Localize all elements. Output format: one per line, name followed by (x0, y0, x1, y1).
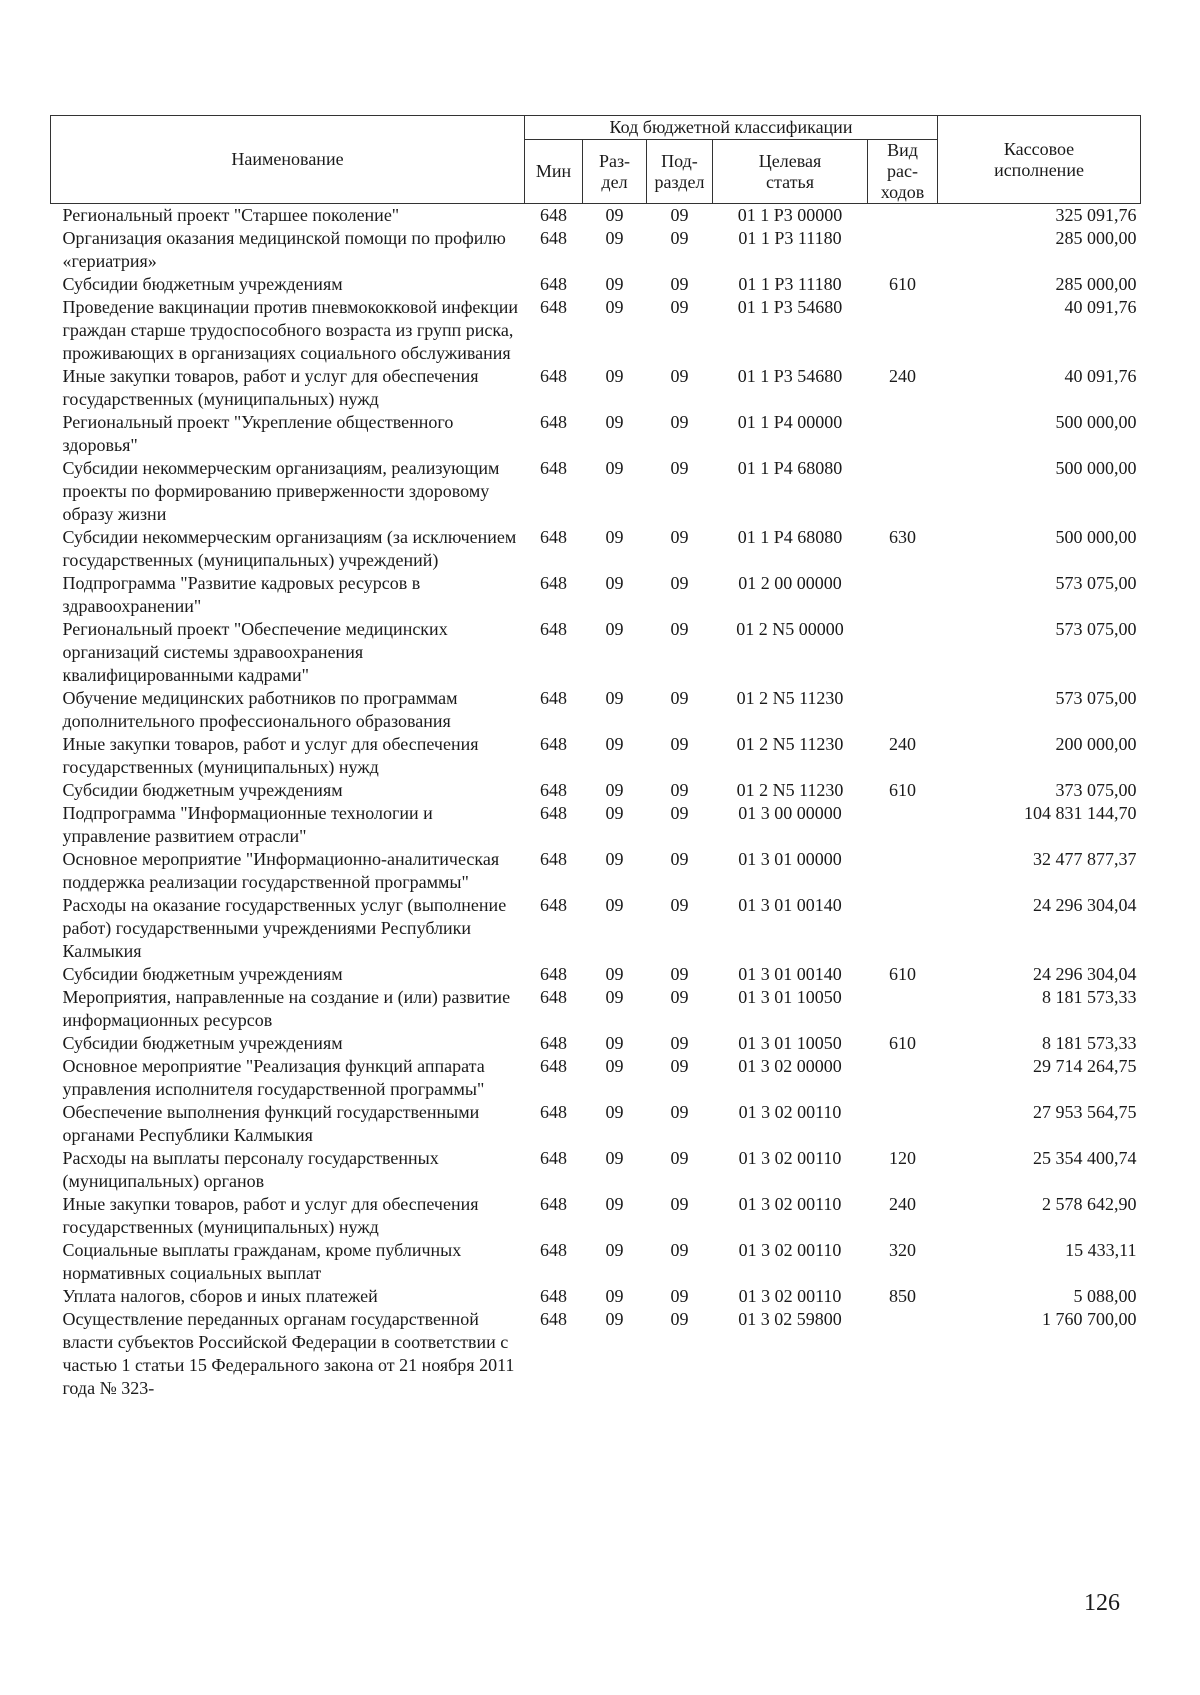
cell-name: Осуществление переданных органам государственной власти субъектов Российской Федерации в соответствии с частью 1 статьи 15 Федерального закона от 21 ноября 2011 года № 323- (62, 1309, 515, 1398)
cell-amount: 8 181 573,33 (1042, 1033, 1137, 1053)
cell-vid (868, 1055, 938, 1101)
cell-name: Региональный проект "Укрепление общественного здоровья" (62, 412, 454, 455)
table-row (51, 273, 1141, 296)
cell-name: Иные закупки товаров, работ и услуг для обеспечения государственных (муниципальных) нужд (62, 734, 479, 777)
cell-min: 648 (540, 205, 567, 225)
cell-amount: 373 075,00 (1055, 780, 1137, 800)
cell-min: 648 (540, 895, 567, 915)
cell-target: 01 3 02 00110 (738, 1286, 842, 1306)
table-row (51, 687, 1141, 733)
cell-amount: 40 091,76 (1064, 297, 1137, 317)
cell-target: 01 3 01 10050 (738, 987, 842, 1007)
cell-target: 01 3 02 59800 (738, 1309, 842, 1329)
cell-podrazdel: 09 (670, 803, 689, 823)
table-header (51, 116, 1141, 204)
cell-amount: 40 091,76 (1064, 366, 1137, 386)
cell-amount: 573 075,00 (1055, 688, 1137, 708)
cell-name: Уплата налогов, сборов и иных платежей (62, 1286, 378, 1306)
cell-name: Подпрограмма "Развитие кадровых ресурсов в здравоохранении" (62, 573, 421, 616)
cell-min: 648 (540, 1240, 567, 1260)
cell-vid (868, 457, 938, 526)
cell-vid: 320 (889, 1240, 916, 1260)
cell-target: 01 1 P3 54680 (737, 366, 843, 386)
cell-vid (868, 618, 938, 687)
table-row (51, 733, 1141, 779)
cell-min: 648 (540, 1309, 567, 1329)
cell-razdel: 09 (605, 619, 624, 639)
cell-podrazdel: 09 (670, 527, 689, 547)
cell-vid: 240 (889, 734, 916, 754)
cell-name: Субсидии некоммерческим организациям, реализующим проекты по формированию приверженности здоровому образу жизни (62, 458, 500, 524)
cell-razdel: 09 (605, 895, 624, 915)
cell-name: Основное мероприятие "Реализация функций аппарата управления исполнителя государственной программы" (62, 1056, 485, 1099)
cell-razdel: 09 (605, 274, 624, 294)
header-amount: Кассовое исполнение (938, 116, 1141, 204)
table-row (51, 411, 1141, 457)
table-row (51, 1101, 1141, 1147)
cell-name: Обучение медицинских работников по программам дополнительного профессионального образования (62, 688, 458, 731)
table-row (51, 365, 1141, 411)
cell-razdel: 09 (605, 688, 624, 708)
cell-vid (868, 296, 938, 365)
cell-amount: 32 477 877,37 (1033, 849, 1137, 869)
cell-target: 01 2 N5 11230 (736, 734, 844, 754)
cell-min: 648 (540, 366, 567, 386)
cell-podrazdel: 09 (670, 573, 689, 593)
cell-min: 648 (540, 619, 567, 639)
header-name: Наименование (51, 116, 525, 204)
cell-min: 648 (540, 1286, 567, 1306)
cell-amount: 24 296 304,04 (1033, 964, 1137, 984)
table-row (51, 1239, 1141, 1285)
cell-target: 01 2 00 00000 (738, 573, 842, 593)
cell-min: 648 (540, 964, 567, 984)
table-row (51, 779, 1141, 802)
header-vid: Вид рас- ходов (868, 140, 938, 204)
cell-vid: 120 (889, 1148, 916, 1168)
cell-podrazdel: 09 (670, 1309, 689, 1329)
cell-min: 648 (540, 297, 567, 317)
cell-razdel: 09 (605, 803, 624, 823)
page-number: 126 (1084, 1590, 1120, 1616)
table-row (51, 618, 1141, 687)
cell-vid (868, 227, 938, 273)
cell-name: Социальные выплаты гражданам, кроме публичных нормативных социальных выплат (62, 1240, 462, 1283)
cell-min: 648 (540, 1056, 567, 1076)
cell-amount: 104 831 144,70 (1024, 803, 1137, 823)
cell-amount: 15 433,11 (1065, 1240, 1137, 1260)
table-row (51, 1147, 1141, 1193)
cell-amount: 1 760 700,00 (1042, 1309, 1137, 1329)
header-classification-group: Код бюджетной классификации (525, 116, 938, 140)
cell-razdel: 09 (605, 849, 624, 869)
cell-vid (868, 572, 938, 618)
cell-razdel: 09 (605, 366, 624, 386)
cell-podrazdel: 09 (670, 964, 689, 984)
cell-vid: 610 (889, 1033, 916, 1053)
cell-target: 01 3 01 00000 (738, 849, 842, 869)
cell-target: 01 3 01 10050 (738, 1033, 842, 1053)
cell-min: 648 (540, 274, 567, 294)
cell-vid (868, 848, 938, 894)
cell-amount: 24 296 304,04 (1033, 895, 1137, 915)
cell-target: 01 3 01 00140 (738, 964, 842, 984)
cell-vid: 610 (889, 964, 916, 984)
cell-razdel: 09 (605, 734, 624, 754)
header-min: Мин (525, 140, 583, 204)
cell-amount: 29 714 264,75 (1033, 1056, 1137, 1076)
cell-name: Субсидии бюджетным учреждениям (62, 1033, 343, 1053)
cell-target: 01 3 02 00110 (738, 1240, 842, 1260)
cell-razdel: 09 (605, 1033, 624, 1053)
cell-target: 01 1 P3 11180 (738, 228, 842, 248)
table-row (51, 1308, 1141, 1400)
cell-min: 648 (540, 228, 567, 248)
cell-target: 01 2 N5 00000 (736, 619, 844, 639)
cell-podrazdel: 09 (670, 849, 689, 869)
cell-name: Иные закупки товаров, работ и услуг для обеспечения государственных (муниципальных) нужд (62, 1194, 479, 1237)
table-row (51, 572, 1141, 618)
cell-podrazdel: 09 (670, 205, 689, 225)
cell-podrazdel: 09 (670, 1148, 689, 1168)
cell-vid: 630 (889, 527, 916, 547)
cell-razdel: 09 (605, 987, 624, 1007)
table-body (51, 204, 1141, 1401)
cell-name: Мероприятия, направленные на создание и (или) развитие информационных ресурсов (62, 987, 511, 1030)
header-podrazdel: Под- раздел (647, 140, 713, 204)
cell-razdel: 09 (605, 1309, 624, 1329)
cell-target: 01 2 N5 11230 (736, 780, 844, 800)
cell-vid (868, 894, 938, 963)
cell-vid: 610 (889, 780, 916, 800)
cell-razdel: 09 (605, 1148, 624, 1168)
cell-min: 648 (540, 412, 567, 432)
table-row (51, 1285, 1141, 1308)
cell-razdel: 09 (605, 1194, 624, 1214)
cell-podrazdel: 09 (670, 734, 689, 754)
budget-table (50, 115, 1141, 1400)
cell-razdel: 09 (605, 1240, 624, 1260)
cell-podrazdel: 09 (670, 228, 689, 248)
cell-name: Подпрограмма "Информационные технологии и управление развитием отрасли" (62, 803, 433, 846)
cell-razdel: 09 (605, 412, 624, 432)
table-row (51, 457, 1141, 526)
cell-amount: 573 075,00 (1055, 619, 1137, 639)
header-razdel: Раз- дел (583, 140, 647, 204)
cell-min: 648 (540, 1194, 567, 1214)
cell-min: 648 (540, 527, 567, 547)
table-row (51, 1193, 1141, 1239)
cell-vid (868, 411, 938, 457)
table-row (51, 802, 1141, 848)
cell-min: 648 (540, 734, 567, 754)
cell-vid: 240 (889, 1194, 916, 1214)
cell-name: Субсидии бюджетным учреждениям (62, 964, 343, 984)
cell-name: Иные закупки товаров, работ и услуг для обеспечения государственных (муниципальных) нужд (62, 366, 479, 409)
cell-razdel: 09 (605, 458, 624, 478)
cell-razdel: 09 (605, 297, 624, 317)
cell-target: 01 1 P4 68080 (737, 527, 843, 547)
cell-razdel: 09 (605, 205, 624, 225)
cell-target: 01 3 02 00110 (738, 1148, 842, 1168)
cell-podrazdel: 09 (670, 619, 689, 639)
cell-target: 01 2 N5 11230 (736, 688, 844, 708)
cell-target: 01 1 P3 11180 (738, 274, 842, 294)
cell-min: 648 (540, 987, 567, 1007)
cell-min: 648 (540, 458, 567, 478)
cell-vid (868, 1101, 938, 1147)
cell-amount: 325 091,76 (1055, 205, 1137, 225)
cell-vid (868, 204, 938, 228)
cell-razdel: 09 (605, 1056, 624, 1076)
cell-amount: 285 000,00 (1055, 274, 1137, 294)
cell-target: 01 3 02 00000 (738, 1056, 842, 1076)
table-row (51, 1055, 1141, 1101)
cell-vid: 240 (889, 366, 916, 386)
table-row (51, 296, 1141, 365)
cell-amount: 200 000,00 (1055, 734, 1137, 754)
cell-min: 648 (540, 780, 567, 800)
cell-vid (868, 802, 938, 848)
cell-podrazdel: 09 (670, 1033, 689, 1053)
cell-amount: 8 181 573,33 (1042, 987, 1137, 1007)
cell-min: 648 (540, 1033, 567, 1053)
cell-razdel: 09 (605, 1286, 624, 1306)
cell-podrazdel: 09 (670, 458, 689, 478)
cell-name: Расходы на оказание государственных услуг (выполнение работ) государственными учреждениями Республики Калмыкия (62, 895, 507, 961)
cell-razdel: 09 (605, 1102, 624, 1122)
cell-vid (868, 986, 938, 1032)
cell-target: 01 1 P3 00000 (737, 205, 843, 225)
cell-amount: 500 000,00 (1055, 527, 1137, 547)
table-row (51, 963, 1141, 986)
cell-amount: 500 000,00 (1055, 412, 1137, 432)
cell-name: Обеспечение выполнения функций государственными органами Республики Калмыкия (62, 1102, 480, 1145)
cell-podrazdel: 09 (670, 1056, 689, 1076)
cell-podrazdel: 09 (670, 688, 689, 708)
cell-podrazdel: 09 (670, 1240, 689, 1260)
cell-name: Региональный проект "Обеспечение медицинских организаций системы здравоохранения квалифицированными кадрами" (62, 619, 448, 685)
cell-min: 648 (540, 849, 567, 869)
cell-target: 01 3 00 00000 (738, 803, 842, 823)
cell-razdel: 09 (605, 527, 624, 547)
cell-name: Расходы на выплаты персоналу государственных (муниципальных) органов (62, 1148, 439, 1191)
cell-vid: 610 (889, 274, 916, 294)
cell-target: 01 1 P4 68080 (737, 458, 843, 478)
cell-min: 648 (540, 573, 567, 593)
cell-target: 01 3 01 00140 (738, 895, 842, 915)
cell-min: 648 (540, 688, 567, 708)
cell-podrazdel: 09 (670, 366, 689, 386)
cell-podrazdel: 09 (670, 297, 689, 317)
cell-vid: 850 (889, 1286, 916, 1306)
cell-name: Субсидии некоммерческим организациям (за исключением государственных (муниципальных) учреждений) (62, 527, 517, 570)
cell-amount: 573 075,00 (1055, 573, 1137, 593)
cell-podrazdel: 09 (670, 1194, 689, 1214)
cell-amount: 285 000,00 (1055, 228, 1137, 248)
cell-min: 648 (540, 1102, 567, 1122)
cell-razdel: 09 (605, 228, 624, 248)
cell-razdel: 09 (605, 573, 624, 593)
cell-name: Субсидии бюджетным учреждениям (62, 780, 343, 800)
cell-min: 648 (540, 803, 567, 823)
cell-amount: 500 000,00 (1055, 458, 1137, 478)
table-row (51, 894, 1141, 963)
cell-vid (868, 687, 938, 733)
cell-razdel: 09 (605, 780, 624, 800)
cell-name: Организация оказания медицинской помощи по профилю «гериатрия» (62, 228, 506, 271)
table-row (51, 848, 1141, 894)
cell-podrazdel: 09 (670, 274, 689, 294)
cell-podrazdel: 09 (670, 895, 689, 915)
cell-name: Субсидии бюджетным учреждениям (62, 274, 343, 294)
cell-target: 01 1 P4 00000 (737, 412, 843, 432)
cell-amount: 27 953 564,75 (1033, 1102, 1137, 1122)
table-row (51, 227, 1141, 273)
cell-target: 01 1 P3 54680 (737, 297, 843, 317)
cell-podrazdel: 09 (670, 987, 689, 1007)
cell-podrazdel: 09 (670, 412, 689, 432)
cell-amount: 25 354 400,74 (1033, 1148, 1137, 1168)
table-row (51, 1032, 1141, 1055)
cell-amount: 2 578 642,90 (1042, 1194, 1137, 1214)
cell-podrazdel: 09 (670, 1286, 689, 1306)
cell-podrazdel: 09 (670, 780, 689, 800)
cell-name: Региональный проект "Старшее поколение" (62, 205, 400, 225)
cell-target: 01 3 02 00110 (738, 1102, 842, 1122)
cell-target: 01 3 02 00110 (738, 1194, 842, 1214)
cell-amount: 5 088,00 (1073, 1286, 1137, 1306)
cell-podrazdel: 09 (670, 1102, 689, 1122)
table-row (51, 526, 1141, 572)
cell-razdel: 09 (605, 964, 624, 984)
cell-min: 648 (540, 1148, 567, 1168)
cell-name: Проведение вакцинации против пневмококковой инфекции граждан старше трудоспособного возраста из групп риска, проживающих в организациях социального обслуживания (62, 297, 519, 363)
table-row (51, 986, 1141, 1032)
cell-vid (868, 1308, 938, 1400)
table-row (51, 204, 1141, 228)
header-target: Целевая статья (713, 140, 868, 204)
cell-name: Основное мероприятие "Информационно-аналитическая поддержка реализации государственной программы" (62, 849, 500, 892)
